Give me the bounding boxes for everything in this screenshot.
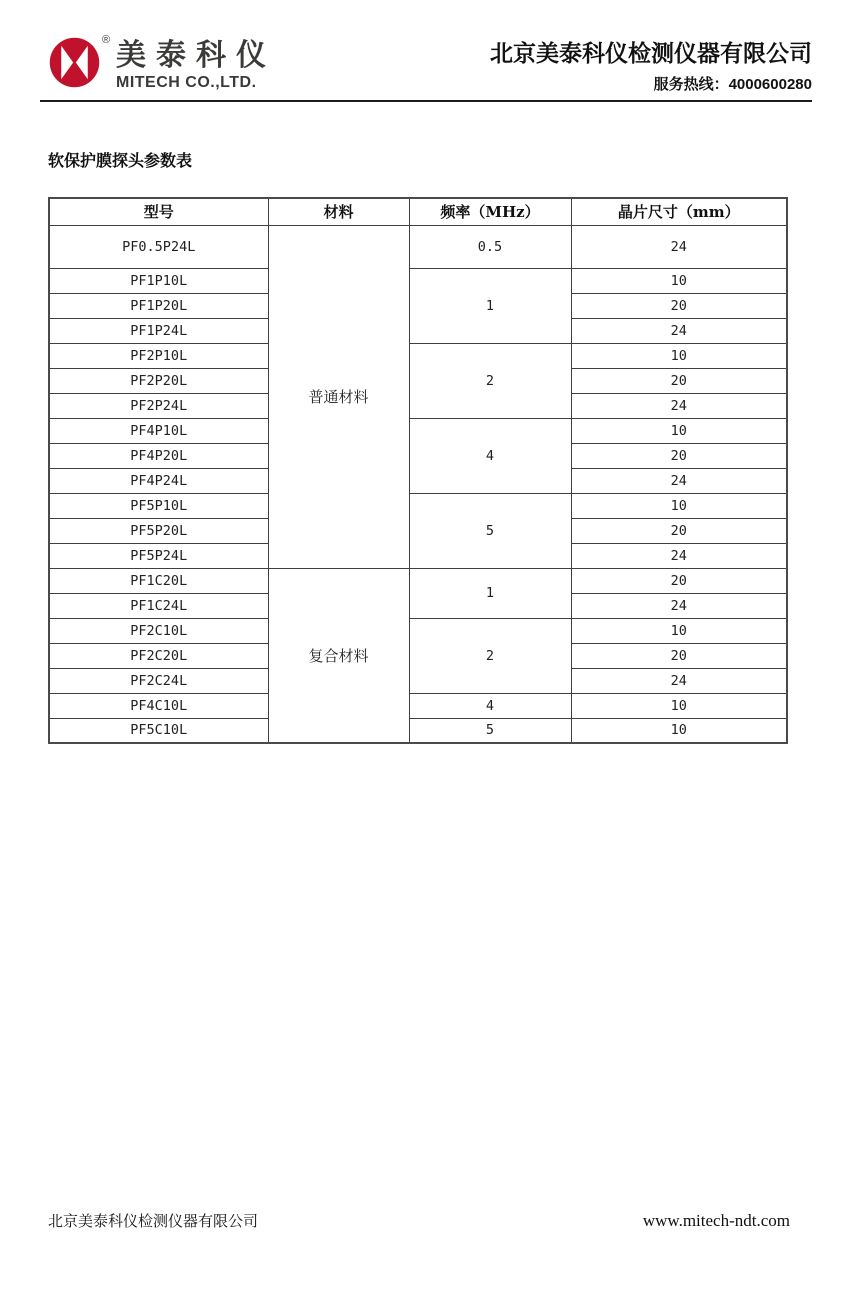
model-cell: PF1P24L <box>49 318 268 343</box>
model-cell: PF1P20L <box>49 293 268 318</box>
table-row <box>49 418 787 443</box>
table-row <box>49 343 787 368</box>
model-cell: PF2P10L <box>49 343 268 368</box>
model-cell: PF2C10L <box>49 618 268 643</box>
page-title: 软保护膜探头参数表 <box>48 153 193 170</box>
table-row <box>49 718 787 743</box>
frequency-cell: 1 <box>409 268 571 343</box>
col-header-frequency: 频率（MHz） <box>409 198 571 225</box>
size-cell: 24 <box>571 593 787 618</box>
model-cell: PF5P20L <box>49 518 268 543</box>
size-cell: 10 <box>571 418 787 443</box>
model-cell: PF2P20L <box>49 368 268 393</box>
table-row <box>49 268 787 293</box>
frequency-cell: 4 <box>409 693 571 718</box>
model-cell: PF5P24L <box>49 543 268 568</box>
brand-name-cn: 美泰科仪 <box>116 39 276 72</box>
size-cell: 10 <box>571 493 787 518</box>
size-cell: 20 <box>571 443 787 468</box>
model-cell: PF1C20L <box>49 568 268 593</box>
model-cell: PF5C10L <box>49 718 268 743</box>
brand-block <box>116 41 276 92</box>
brand-name-en: MITECH CO.,LTD. <box>116 74 257 91</box>
model-cell: PF1P10L <box>49 268 268 293</box>
model-cell: PF4P10L <box>49 418 268 443</box>
col-header-size: 晶片尺寸（mm） <box>571 198 787 225</box>
size-cell: 24 <box>571 668 787 693</box>
size-cell: 20 <box>571 293 787 318</box>
model-cell: PF4P24L <box>49 468 268 493</box>
table-row <box>49 493 787 518</box>
frequency-cell: 5 <box>409 718 571 743</box>
size-cell: 10 <box>571 718 787 743</box>
material-cell: 普通材料 <box>268 225 409 568</box>
size-cell: 24 <box>571 468 787 493</box>
size-cell: 10 <box>571 618 787 643</box>
size-cell: 20 <box>571 518 787 543</box>
frequency-cell: 4 <box>409 418 571 493</box>
frequency-cell: 0.5 <box>409 225 571 268</box>
footer-company-name: 北京美泰科仪检测仪器有限公司 <box>48 1213 259 1230</box>
header-divider <box>40 100 812 102</box>
size-cell: 20 <box>571 368 787 393</box>
size-cell: 24 <box>571 318 787 343</box>
size-cell: 20 <box>571 568 787 593</box>
table-row <box>49 618 787 643</box>
table-row <box>49 225 787 268</box>
table-header-row <box>49 198 787 225</box>
probe-parameter-table <box>48 197 788 744</box>
service-hotline: 服务热线：4000600280 <box>653 75 812 93</box>
col-header-material: 材料 <box>268 198 409 225</box>
company-name: 北京美泰科仪检测仪器有限公司 <box>490 40 812 66</box>
size-cell: 24 <box>571 393 787 418</box>
model-cell: PF1C24L <box>49 593 268 618</box>
model-cell: PF5P10L <box>49 493 268 518</box>
model-cell: PF4C10L <box>49 693 268 718</box>
size-cell: 10 <box>571 343 787 368</box>
registered-trademark: ® <box>102 34 111 46</box>
model-cell: PF2P24L <box>49 393 268 418</box>
model-cell: PF2C24L <box>49 668 268 693</box>
frequency-cell: 2 <box>409 343 571 418</box>
table-row <box>49 568 787 593</box>
frequency-cell: 2 <box>409 618 571 693</box>
col-header-model: 型号 <box>49 198 268 225</box>
material-cell: 复合材料 <box>268 568 409 743</box>
table-row <box>49 693 787 718</box>
frequency-cell: 5 <box>409 493 571 568</box>
size-cell: 10 <box>571 268 787 293</box>
size-cell: 24 <box>571 543 787 568</box>
model-cell: PF2C20L <box>49 643 268 668</box>
page-footer <box>48 1210 790 1231</box>
size-cell: 24 <box>571 225 787 268</box>
size-cell: 10 <box>571 693 787 718</box>
frequency-cell: 1 <box>409 568 571 618</box>
mitech-logo-icon <box>48 36 101 89</box>
model-cell: PF0.5P24L <box>49 225 268 268</box>
footer-website-link[interactable]: www.mitech-ndt.com <box>642 1210 790 1230</box>
model-cell: PF4P20L <box>49 443 268 468</box>
size-cell: 20 <box>571 643 787 668</box>
header-company-block <box>490 40 812 94</box>
